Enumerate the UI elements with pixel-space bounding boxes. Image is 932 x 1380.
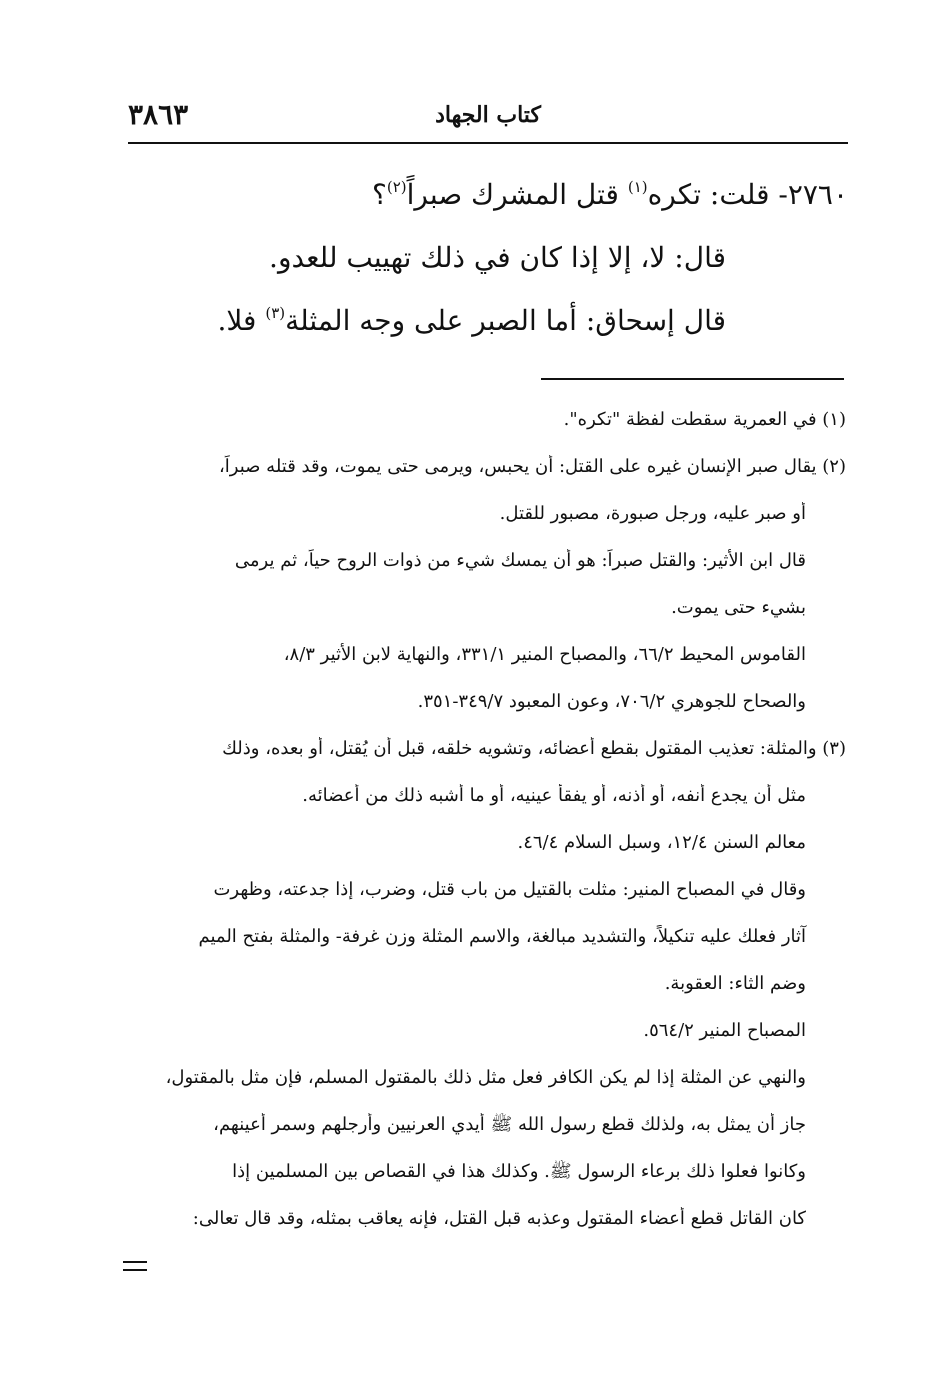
footnote-3-line: جاز أن يمثل به، ولذلك قطع رسول الله ﷺ أيدي العرنيين وأرجلهم وسمر أعينهم، <box>213 1114 806 1135</box>
footnote-3-line: وكانوا فعلوا ذلك برعاء الرسول ﷺ. وكذلك هذا في القصاص بين المسلمين إذا <box>232 1161 806 1182</box>
footnote-3-line: (٣) والمثلة: تعذيب المقتول بقطع أعضائه، وتشويه خلقه، قبل أن يُقتل، أو بعده، وذلك <box>222 738 846 759</box>
question-line <box>250 178 848 212</box>
footnote-2-line: بشيء حتى يموت. <box>671 597 806 618</box>
ishaq-line <box>217 304 848 338</box>
footnote-3-line: كان القاتل قطع أعضاء المقتول وعذبه قبل القتل، فإنه يعاقب بمثله، وقد قال تعالى: <box>192 1208 806 1229</box>
footnote-separator <box>541 378 844 380</box>
footnote-1-line: (١) في العمرية سقطت لفظة "تكره". <box>563 409 846 430</box>
footnote-2-line: (٢) يقال صبر الإنسان غيره على القتل: أن يحبس، ويرمى حتى يموت، وقد قتله صبراً، <box>218 456 846 477</box>
footnotes <box>126 408 846 1231</box>
footnote-3-line: والنهي عن المثلة إذا لم يكن الكافر فعل مثل ذلك بالمقتول المسلم، فإن مثل بالمقتول، <box>165 1067 806 1088</box>
footnote-ref-2: (٢) <box>386 178 407 196</box>
question-text-cont: قتل المشرك صبراً <box>406 178 628 211</box>
footnote-3-line: مثل أن يجدع أنفه، أو أذنه، أو يفقأ عينيه، أو ما أشبه ذلك من أعضائه. <box>302 785 806 806</box>
footnote-ref-1: (١) <box>627 178 648 196</box>
ishaq-text: قال إسحاق: أما الصبر على وجه المثلة <box>285 304 726 337</box>
main-text <box>217 178 848 367</box>
continuation-mark <box>123 1261 147 1273</box>
footnote-3-line: وقال في المصباح المنير: مثلت بالقتيل من باب قتل، وضرب، إذا جدعته، وظهرت <box>213 879 806 900</box>
question-text: ٢٧٦٠- قلت: تكره <box>647 178 848 211</box>
question-mark: ؟ <box>371 178 387 211</box>
footnote-2-line: أو صبر عليه، ورجل صبورة، مصبور للقتل. <box>499 503 806 524</box>
footnote-3-line: آثار فعلك عليه تنكيلاً، والتشديد مبالغة، والاسم المثلة وزن غرفة- والمثلة بفتح الميم <box>198 926 806 947</box>
page-number: ٣٨٦٣ <box>128 98 189 131</box>
running-title: كتاب الجهاد <box>435 102 541 128</box>
footnote-2-line: القاموس المحيط ٦٦/٢، والمصباح المنير ٣٣١/١، والنهاية لابن الأثير ٨/٣، <box>283 644 806 665</box>
answer-line: قال: لا، إلا إذا كان في ذلك تهييب للعدو. <box>269 241 726 274</box>
footnote-2-line: والصحاح للجوهري ٧٠٦/٢، وعون المعبود ٣٤٩/٧-٣٥١. <box>417 691 806 712</box>
footnote-3-line: وضم الثاء: العقوبة. <box>664 973 806 994</box>
page-header <box>128 96 848 136</box>
header-rule <box>128 142 848 144</box>
footnote-3-line: معالم السنن ١٢/٤، وسبل السلام ٤٦/٤. <box>517 832 806 853</box>
footnote-2-line: قال ابن الأثير: والقتل صبراً: هو أن يمسك شيء من ذوات الروح حياً، ثم يرمى <box>234 550 806 571</box>
footnote-ref-3: (٣) <box>265 304 286 322</box>
ishaq-text-end: فلا. <box>217 304 266 337</box>
footnote-3-line: المصباح المنير ٥٦٤/٢. <box>643 1020 806 1041</box>
